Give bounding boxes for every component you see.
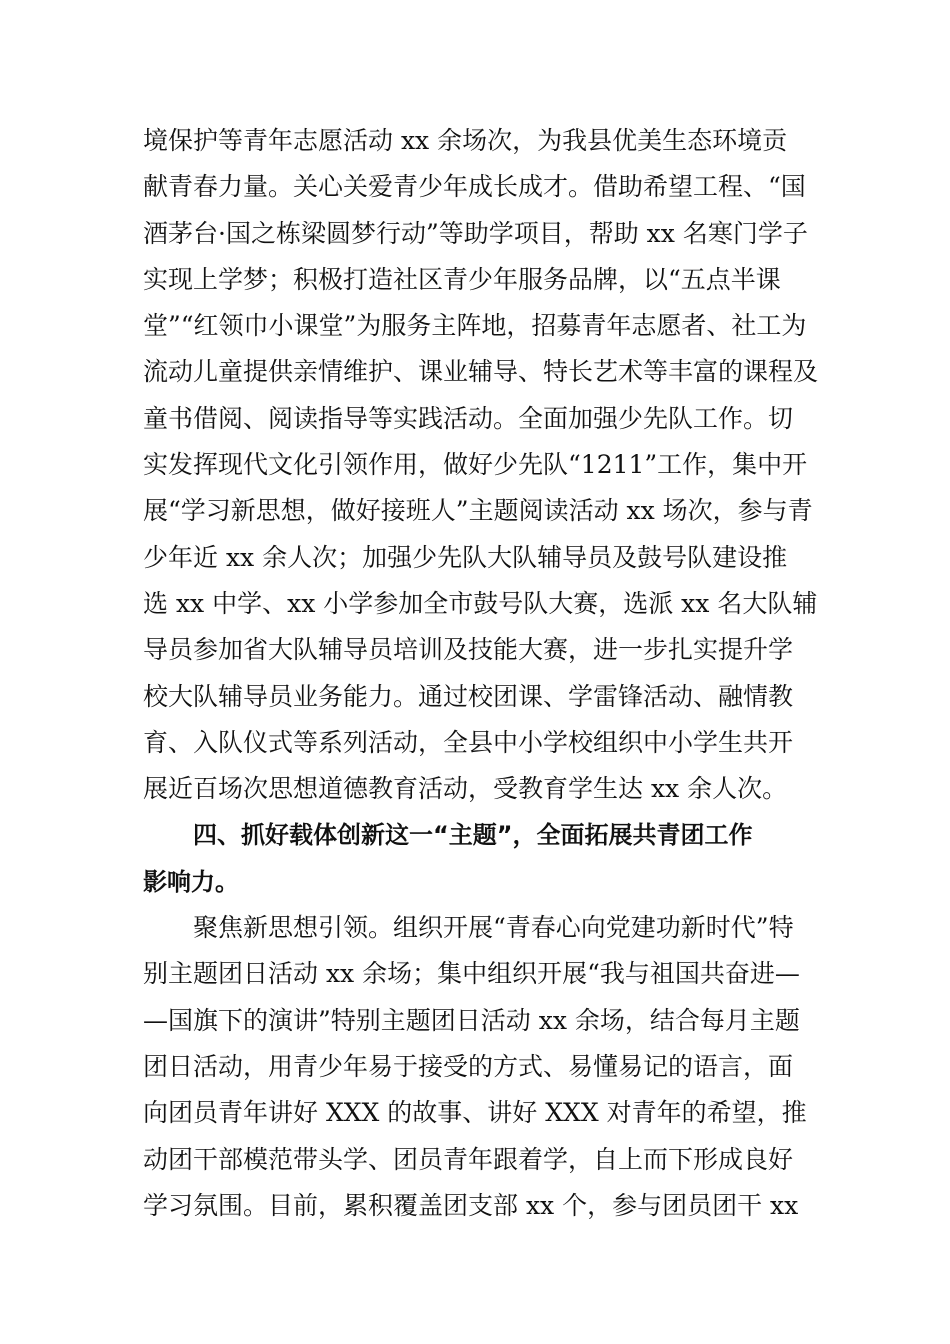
text-line: 境保护等青年志愿活动 xx 余场次，为我县优美生态环境贡: [143, 126, 788, 155]
text-line: 酒茅台·国之栋梁圆梦行动”等助学项目，帮助 xx 名寒门学子: [143, 218, 808, 248]
text-line: 向团员青年讲好 XXX 的故事、讲好 XXX 对青年的希望，推: [143, 1098, 807, 1128]
text-line: 校大队辅导员业务能力。通过校团课、学雷锋活动、融情教: [143, 681, 794, 711]
text-line: 实发挥现代文化引领作用，做好少先队“1211”工作，集中开: [143, 450, 808, 480]
text-line: 选 xx 中学、xx 小学参加全市鼓号队大赛，选派 xx 名大队辅: [143, 588, 818, 618]
paragraph-new-thought: [143, 905, 823, 1229]
heading-line: 四、抓好载体创新这一“主题”，全面拓展共青团工作: [193, 821, 753, 850]
text-line: 导员参加省大队辅导员培训及技能大赛，进一步扎实提升学: [143, 635, 794, 665]
text-line: —国旗下的演讲”特别主题团日活动 xx 余场，结合每月主题: [143, 1005, 800, 1035]
text-line: 堂”“红领巾小课堂”为服务主阵地，招募青年志愿者、社工为: [143, 311, 807, 341]
text-line: 展近百场次思想道德教育活动，受教育学生达 xx 余人次。: [143, 774, 788, 804]
text-line: 流动儿童提供亲情维护、课业辅导、特长艺术等丰富的课程及: [143, 357, 819, 387]
text-line: 展“学习新思想，做好接班人”主题阅读活动 xx 场次，参与青: [143, 496, 813, 526]
section-heading: [143, 812, 823, 905]
paragraph-youth-work: [143, 118, 823, 812]
text-line: 实现上学梦；积极打造社区青少年服务品牌，以“五点半课: [143, 264, 781, 294]
text-line: 育、入队仪式等系列活动，全县中小学校组织中小学生共开: [143, 727, 794, 757]
text-line: 童书借阅、阅读指导等实践活动。全面加强少先队工作。切: [143, 403, 794, 433]
text-line: 团日活动，用青少年易于接受的方式、易懂易记的语言，面: [143, 1051, 794, 1081]
text-line: 少年近 xx 余人次；加强少先队大队辅导员及鼓号队建设推: [143, 542, 788, 572]
text-line: 献青春力量。关心关爱青少年成长成才。借助希望工程、“国: [143, 172, 806, 202]
text-line: 聚焦新思想引领。组织开展“青春心向党建功新时代”特: [193, 913, 794, 943]
document-body: [143, 118, 823, 1229]
heading-line: 影响力。: [143, 867, 239, 896]
text-line: 别主题团日活动 xx 余场；集中组织开展“我与祖国共奋进—: [143, 959, 800, 989]
text-line: 学习氛围。目前，累积覆盖团支部 xx 个，参与团员团干 xx: [143, 1190, 799, 1220]
text-line: 动团干部模范带头学、团员青年跟着学，自上而下形成良好: [143, 1144, 794, 1174]
